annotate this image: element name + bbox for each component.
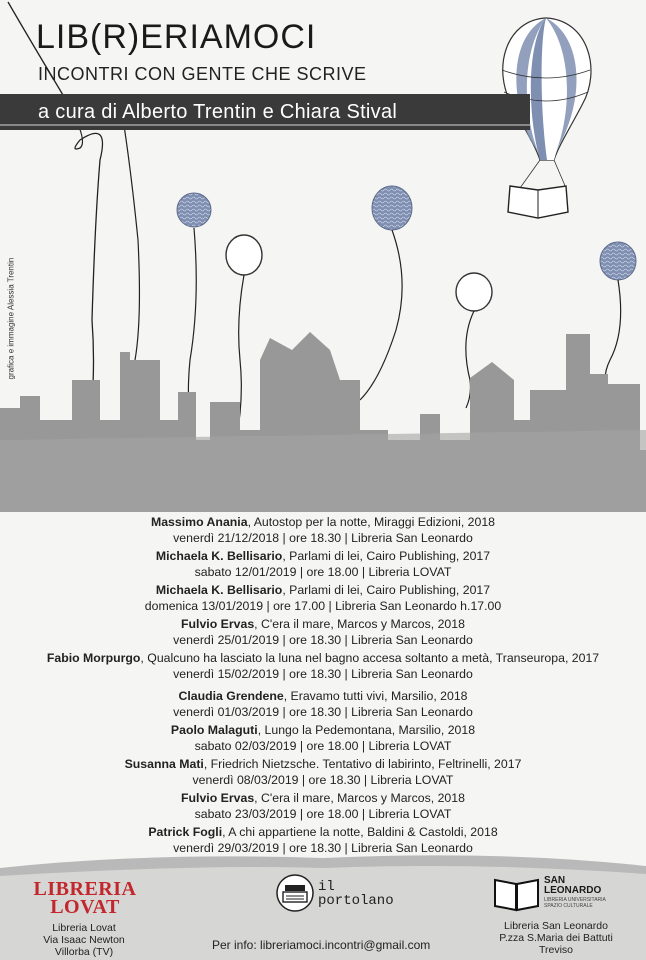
event-book: , C'era il mare, Marcos y Marcos, 2018 xyxy=(254,791,465,805)
event-book: , A chi appartiene la notte, Baldini & Castoldi, 2018 xyxy=(222,825,498,839)
sanleonardo-address xyxy=(476,920,636,956)
event-details: domenica 13/01/2019 | ore 17.00 | Libreria San Leonardo h.17.00 xyxy=(144,599,502,613)
event-details: sabato 02/03/2019 | ore 18.00 | Libreria LOVAT xyxy=(194,739,452,753)
lovat-address-line: Via Isaac Newton xyxy=(43,934,125,946)
string xyxy=(8,2,103,402)
sanleonardo-address-line: Treviso xyxy=(538,944,574,956)
event-item xyxy=(0,650,646,682)
event-item xyxy=(0,616,646,648)
event-details: sabato 12/01/2019 | ore 18.00 | Libreria LOVAT xyxy=(194,565,452,579)
city-skyline xyxy=(0,332,646,512)
event-item xyxy=(0,688,646,720)
event-author: Michaela K. Bellisario xyxy=(155,549,283,563)
sanleonardo-address-line: P.zza S.Maria dei Battuti xyxy=(499,932,613,944)
event-book: , Eravamo tutti vivi, Marsilio, 2018 xyxy=(283,689,468,703)
event-list xyxy=(0,514,646,858)
event-details: venerdì 21/12/2018 | ore 18.30 | Libreria San Leonardo xyxy=(173,531,473,545)
page-subtitle: INCONTRI CON GENTE CHE SCRIVE xyxy=(38,64,367,84)
event-item xyxy=(0,548,646,580)
event-author: Fabio Morpurgo xyxy=(46,651,141,665)
lovat-address-line: Villorba (TV) xyxy=(54,946,114,958)
event-book: , Lungo la Pedemontana, Marsilio, 2018 xyxy=(257,723,476,737)
event-item xyxy=(0,582,646,614)
open-book-icon xyxy=(492,874,542,914)
lovat-logo-line1: LIBRERIA xyxy=(33,878,137,900)
event-author: Susanna Mati xyxy=(124,757,204,771)
event-details: sabato 23/03/2019 | ore 18.00 | Libreria LOVAT xyxy=(194,807,452,821)
event-author: Fulvio Ervas xyxy=(181,791,255,805)
event-details: venerdì 01/03/2019 | ore 18.30 | Libreria San Leonardo xyxy=(173,705,473,719)
event-author: Claudia Grendene xyxy=(178,689,284,703)
event-author: Fulvio Ervas xyxy=(181,617,255,631)
event-item xyxy=(0,514,646,546)
event-book: , Parlami di lei, Cairo Publishing, 2017 xyxy=(282,549,491,563)
event-author: Michaela K. Bellisario xyxy=(155,583,283,597)
lovat-address-line: Libreria Lovat xyxy=(52,922,116,934)
event-author: Paolo Malaguti xyxy=(170,723,258,737)
sanleonardo-address-line: Libreria San Leonardo xyxy=(504,920,608,932)
lovat-logo xyxy=(30,880,140,916)
event-item xyxy=(0,790,646,822)
event-details: venerdì 15/02/2019 | ore 18.30 | Libreria San Leonardo xyxy=(173,667,473,681)
lovat-logo-line2: LOVAT xyxy=(50,896,120,918)
event-book: , Autostop per la notte, Miraggi Edizioni, 2018 xyxy=(247,515,496,529)
contact-info: Per info: libreriamoci.incontri@gmail.com xyxy=(212,938,431,952)
event-author: Massimo Anania xyxy=(150,515,248,529)
event-book: , C'era il mare, Marcos y Marcos, 2018 xyxy=(254,617,465,631)
portolano-line2: portolano xyxy=(318,893,394,909)
illustration-credit: grafica e immagine Alessia Trentin xyxy=(6,257,16,380)
sanleonardo-tagline: LIBRERIA UNIVERSITARIA SPAZIO CULTURALE xyxy=(544,897,606,909)
portolano-line1: il xyxy=(318,879,335,895)
lovat-address xyxy=(24,922,144,958)
sanleonardo-name-line2: LEONARDO xyxy=(544,885,602,896)
balloon-3 xyxy=(360,186,412,400)
sanleonardo-name-line1: SAN xyxy=(544,875,566,886)
event-book: , Friedrich Nietzsche. Tentativo di labirinto, Feltrinelli, 2017 xyxy=(203,757,522,771)
sanleonardo-logo-text xyxy=(544,876,601,896)
event-author: Patrick Fogli xyxy=(148,825,223,839)
event-details: venerdì 08/03/2019 | ore 18.30 | Libreria LOVAT xyxy=(192,773,454,787)
event-book: , Qualcuno ha lasciato la luna nel bagno accesa soltanto a metà, Transeuropa, 2017 xyxy=(140,651,600,665)
event-item xyxy=(0,722,646,754)
event-details: venerdì 25/01/2019 | ore 18.30 | Libreria San Leonardo xyxy=(173,633,473,647)
event-details: venerdì 29/03/2019 | ore 18.30 | Libreria San Leonardo xyxy=(173,841,473,855)
event-book: , Parlami di lei, Cairo Publishing, 2017 xyxy=(282,583,491,597)
event-item xyxy=(0,756,646,788)
page-title: LIB(R)ERIAMOCI xyxy=(36,18,317,56)
typewriter-icon xyxy=(275,873,315,913)
event-item xyxy=(0,824,646,856)
portolano-logo-text xyxy=(318,880,394,908)
curators-text: a cura di Alberto Trentin e Chiara Stival xyxy=(38,101,398,123)
